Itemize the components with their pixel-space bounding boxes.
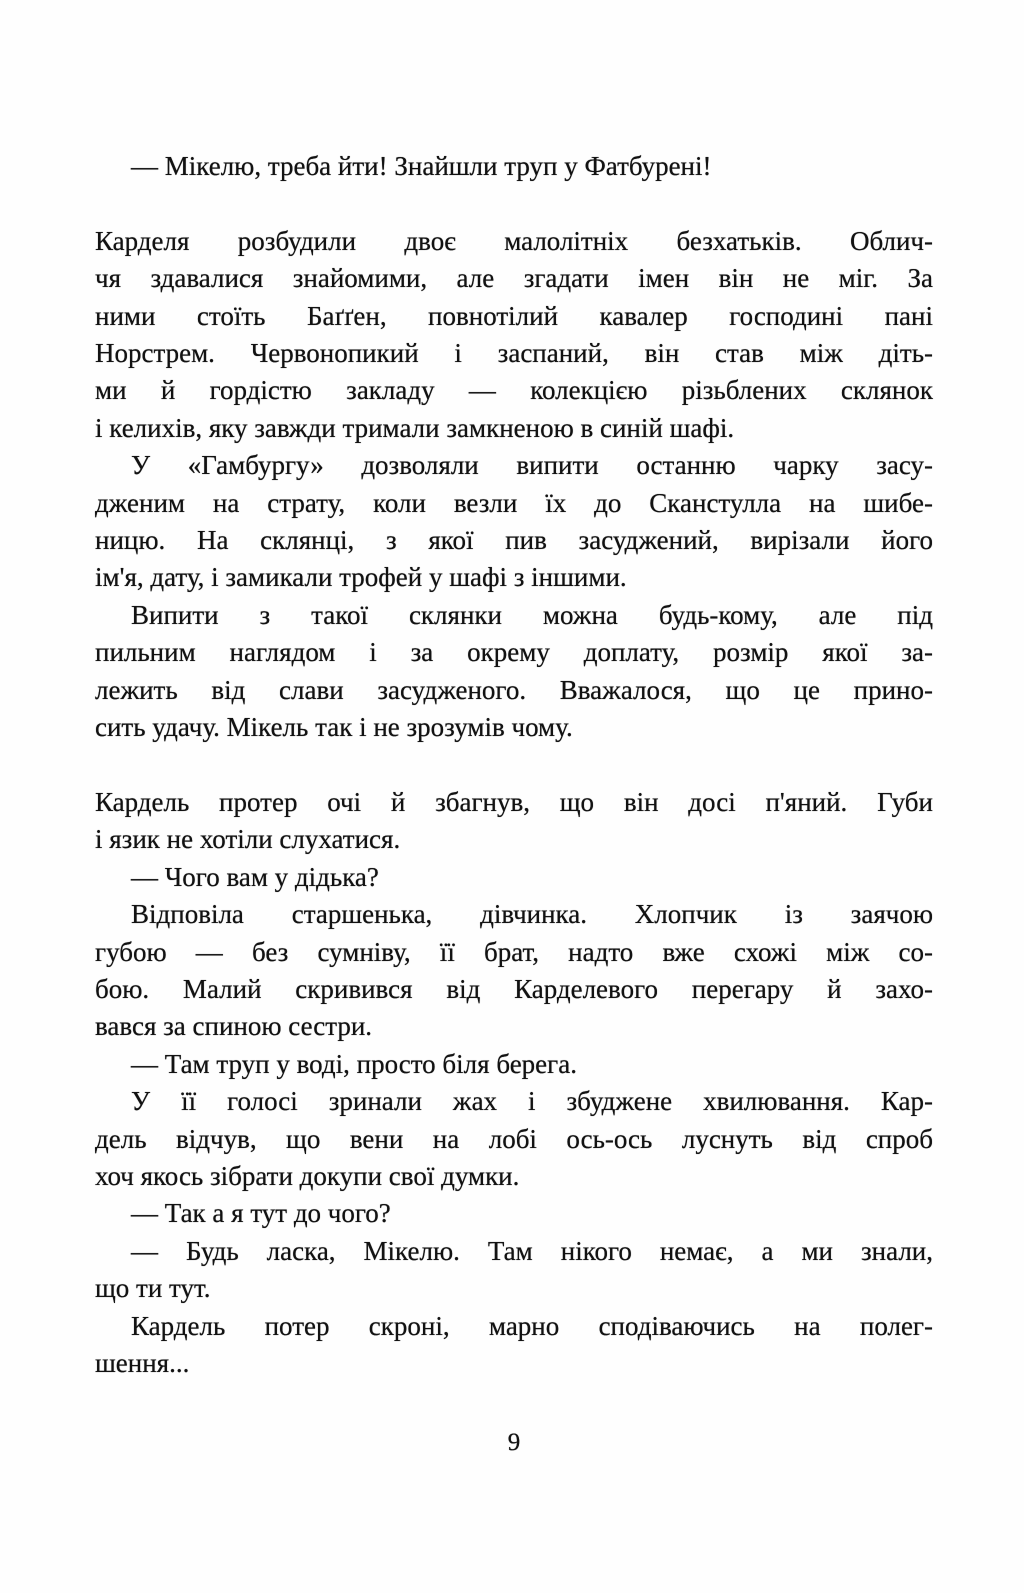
text-line: ними стоїть Баґґен, повнотілий кавалер господині пані: [95, 300, 933, 331]
paragraph: [95, 597, 933, 747]
text-line: дженим на страту, коли везли їх до Сканстулла на шибе-: [95, 487, 933, 518]
text-line: і язик не хотіли слухатися.: [95, 824, 401, 855]
paragraph: [95, 1233, 933, 1308]
text-line: ім'я, дату, і замикали трофей у шафі з іншими.: [95, 562, 627, 593]
paragraph: [95, 1083, 933, 1195]
paragraph: [95, 447, 933, 597]
text-line: чя здавалися знайомими, але згадати імен він не міг. За: [95, 263, 933, 294]
text-line: — Будь ласка, Мікелю. Там нікого немає, а ми знали,: [131, 1235, 933, 1266]
text-line: У «Гамбургу» дозволяли випити останню чарку засу-: [131, 450, 933, 481]
text-line: — Мікелю, треба йти! Знайшли труп у Фатбурені!: [131, 151, 712, 181]
text-line: і келихів, яку завжди тримали замкненою в синій шафі.: [95, 412, 735, 443]
text-line: — Чого вам у дідька?: [131, 861, 379, 892]
paragraph: [95, 148, 933, 185]
text-line: хоч якось зібрати докупи свої думки.: [95, 1160, 520, 1191]
text-line: Кардель протер очі й збагнув, що він досі п'яний. Губи: [95, 786, 933, 817]
text-line: що ти тут.: [95, 1273, 211, 1304]
text-line: Карделя розбудили двоє малолітніх безхатьків. Облич-: [95, 225, 933, 256]
paragraph: [95, 223, 933, 447]
text-line: шення...: [95, 1347, 190, 1378]
page-number: 9: [507, 1429, 521, 1456]
paragraph: [95, 1195, 933, 1232]
text-line: лежить від слави засудженого. Вважалося, що це прино-: [95, 674, 933, 705]
text-line: пильним наглядом і за окрему доплату, розмір якої за-: [95, 637, 933, 668]
paragraph: [95, 784, 933, 859]
text-line: Норстрем. Червонопикий і заспаний, він став між діть-: [95, 338, 933, 369]
paragraph: [95, 896, 933, 1046]
paragraph: [95, 1046, 933, 1083]
text-line: сить удачу. Мікель так і не зрозумів чому.: [95, 712, 573, 743]
text-line: Випити з такої склянки можна будь-кому, але під: [131, 599, 933, 630]
text-line: У її голосі зринали жах і збуджене хвилювання. Кар-: [131, 1086, 933, 1117]
paragraph: [95, 859, 933, 896]
text-line: бою. Малий скривився від Карделевого перегару й захо-: [95, 973, 933, 1004]
text-line: дель відчув, що вени на лобі ось-ось луснуть від спроб: [95, 1123, 933, 1154]
text-line: ми й гордістю закладу — колекцією різьблених склянок: [95, 375, 933, 406]
text-line: вався за спиною сестри.: [95, 1011, 373, 1042]
text-line: ницю. На склянці, з якої пив засуджений, вирізали його: [95, 525, 933, 556]
text-line: губою — без сумніву, її брат, надто вже схожі між со-: [95, 936, 933, 967]
text-line: Кардель потер скроні, марно сподіваючись на полег-: [131, 1310, 933, 1341]
text-line: — Так а я тут до чого?: [131, 1198, 391, 1229]
page-text: [95, 148, 933, 1382]
paragraph: [95, 1308, 933, 1383]
text-line: — Там труп у воді, просто біля берега.: [131, 1048, 577, 1079]
text-line: Відповіла старшенька, дівчинка. Хлопчик із заячою: [131, 899, 933, 930]
